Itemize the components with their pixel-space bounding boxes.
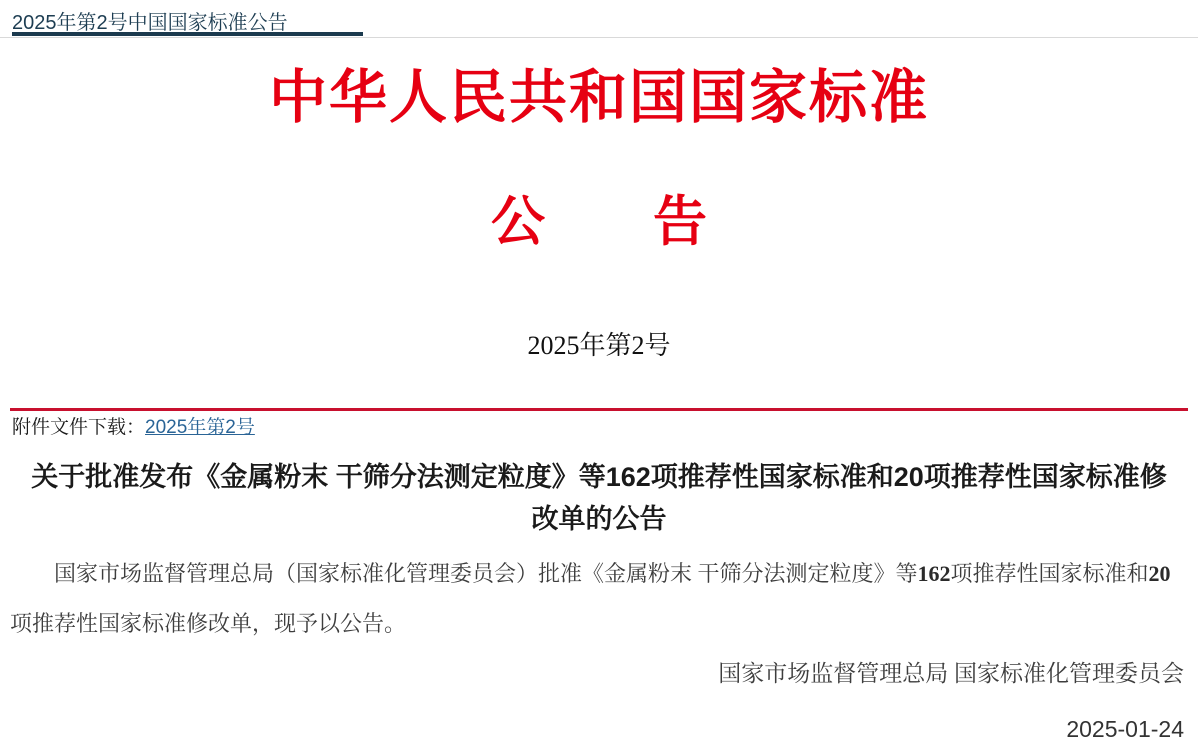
tab-bar	[0, 0, 1198, 40]
document-main-title: 中华人民共和国国家标准	[268, 65, 929, 130]
issuing-authorities: 国家市场监督管理总局 国家标准化管理委员会	[718, 661, 1184, 686]
standard-count: 162	[917, 561, 951, 586]
notice-body	[10, 549, 1188, 649]
amendment-count: 20	[1148, 561, 1171, 586]
attachment-download-link[interactable]: 2025年第2号	[145, 417, 255, 438]
notice-title: 关于批准发布《金属粉末 干筛分法测定粒度》等162项推荐性国家标准和20项推荐性国家标准修改单的公告	[31, 462, 1167, 534]
tabbar-divider	[0, 37, 1198, 38]
notice-body-text: 项推荐性国家标准修改单，现予以公告。	[10, 611, 407, 636]
document-subtitle: 公 告	[491, 192, 707, 252]
attachment-label: 附件文件下载：	[12, 417, 146, 438]
notice-body-text: 项推荐性国家标准和	[950, 561, 1149, 586]
notice-body-text: 国家市场监督管理总局（国家标准化管理委员会）批准《金属粉末 干筛分法测定粒度》等	[54, 561, 918, 586]
issue-number: 2025年第2号	[527, 331, 671, 360]
issue-date: 2025-01-24	[1066, 716, 1184, 742]
attachment-row	[0, 411, 1198, 440]
tab-2025-no2-announcement[interactable]: 2025年第2号中国国家标准公告	[12, 6, 363, 36]
announcement-document	[0, 66, 1198, 744]
